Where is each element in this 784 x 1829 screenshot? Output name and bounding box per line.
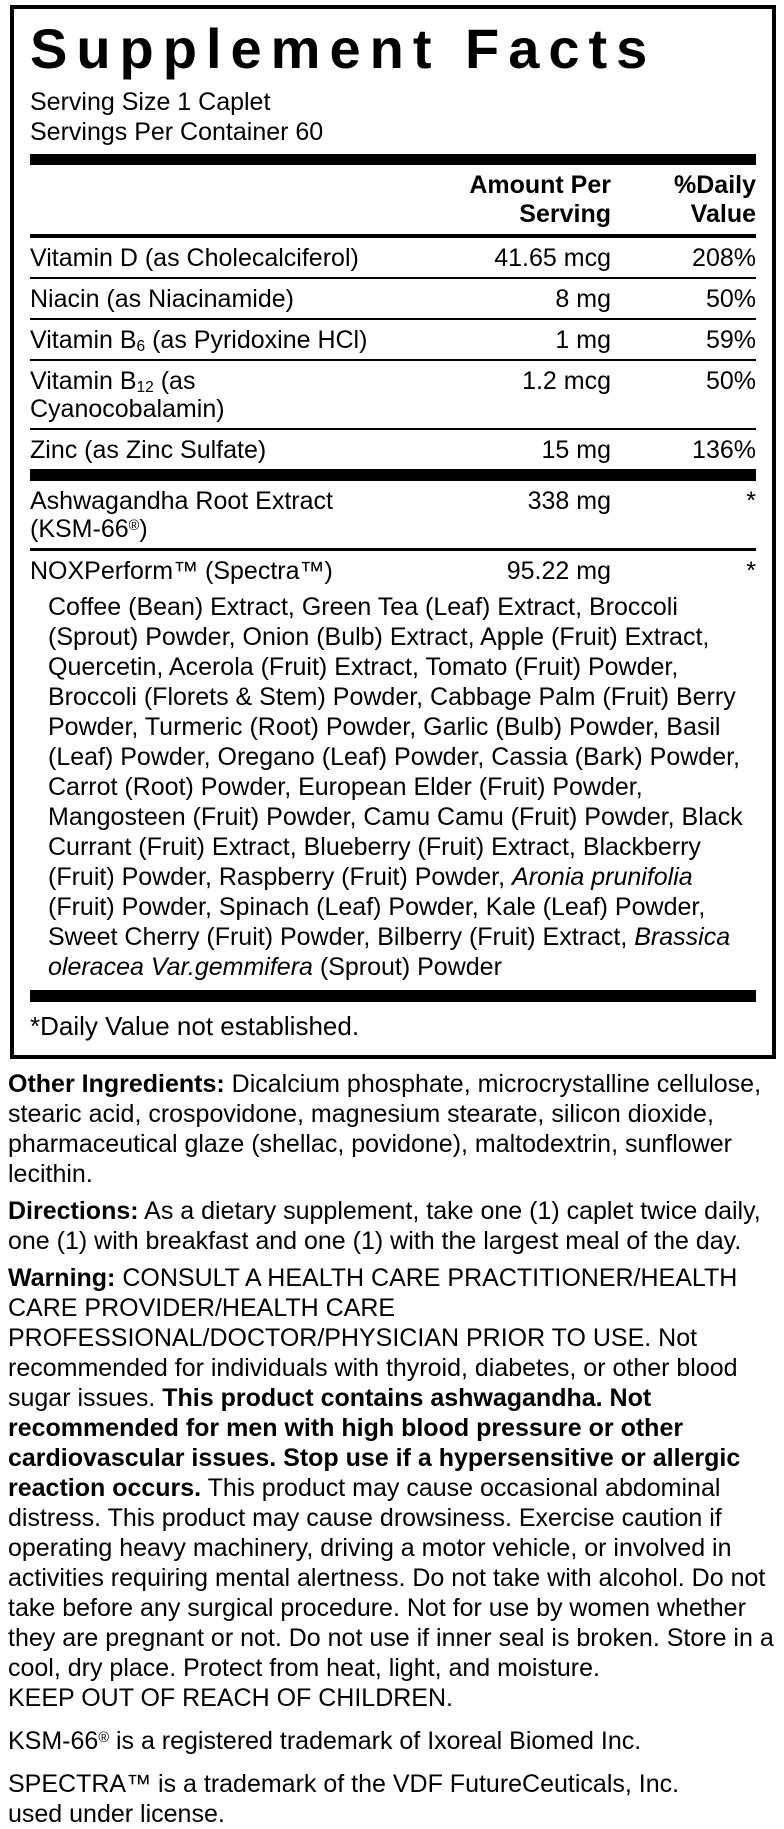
daily-value-footnote: *Daily Value not established.: [30, 1011, 360, 1041]
botanical-name: Ashwagandha Root Extract (KSM-66®): [30, 487, 333, 543]
warning-paragraph: Warning: CONSULT A HEALTH CARE PRACTITIONER/HEALTH CARE PROVIDER/HEALTH CARE PROFESSIONAL/DOCTOR/PHYSICIAN PRIOR TO USE. Not recommended for individuals with thyroid, diabetes, or other blood sugar issues. This product contains ashwagandha. Not recommended for men with high blood pressure or other cardiovascular issues. Stop use if a hypersensitive or allergic reaction occurs. This product may cause occasional abdominal distress. This product may cause drowsiness. Exercise caution if operating heavy machinery, driving a motor vehicle, or involved in activities requiring mental alertness. Do not take with alcohol. Do not take before any surgical procedure. Not for use by women whether they are pregnant or not. Do not use if inner seal is broken. Store in a cool, dry place. Protect from heat, light, and moisture. KEEP OUT OF REACH OF CHILDREN.: [8, 1264, 774, 1712]
nutrient-amount: 1 mg: [555, 326, 611, 354]
nutrient-amount: 41.65 mcg: [494, 244, 611, 272]
other-ingredients-paragraph: Other Ingredients: Dicalcium phosphate, microcrystalline cellulose, stearic acid, crospovidone, magnesium stearate, silicon dioxide, pharmaceutical glaze (shellac, povidone), maltodextrin, sunflower lecithin.: [8, 1070, 762, 1188]
spectra-trademark-note: SPECTRA™ is a trademark of the VDF FutureCeuticals, Inc. used under license.: [8, 1770, 680, 1828]
nutrient-amount: 15 mg: [541, 436, 611, 464]
nutrient-row-vitamin-d: [30, 238, 756, 279]
nutrient-dv: 59%: [705, 326, 756, 354]
nutrient-row-niacin: [30, 279, 756, 320]
warning-label: Warning:: [8, 1264, 116, 1292]
header-amount-per-serving: Amount Per Serving: [469, 171, 611, 228]
warning-bold-statement: This product contains ashwagandha. Not recommended for men with high blood pressure or other cardiovascular issues. Stop use if a hypersensitive or allergic reaction occurs.: [8, 1384, 741, 1502]
nutrient-amount: 1.2 mcg: [522, 367, 611, 395]
blend-ingredient-list: Coffee (Bean) Extract, Green Tea (Leaf) Extract, Broccoli (Sprout) Powder, Onion (Bulb) Extract, Apple (Fruit) Extract, Quercetin, Acerola (Fruit) Extract, Tomato (Fruit) Powder, Broccoli (Florets & Stem) Powder, Cabbage Palm (Fruit) Berry Powder, Turmeric (Root) Powder, Garlic (Bulb) Powder, Basil (Leaf) Powder, Oregano (Leaf) Powder, Cassia (Bark) Powder, Carrot (Root) Powder, European Elder (Fruit) Powder, Mangosteen (Fruit) Powder, Camu Camu (Fruit) Powder, Black Currant (Fruit) Extract, Blueberry (Fruit) Extract, Blackberry (Fruit) Powder, Raspberry (Fruit) Powder, Aronia prunifolia (Fruit) Powder, Spinach (Leaf) Powder, Kale (Leaf) Powder, Sweet Cherry (Fruit) Powder, Bilberry (Fruit) Extract, Brassica oleracea Var.gemmifera (Sprout) Powder: [48, 593, 743, 981]
latin-name-aronia: Aronia prunifolia: [512, 863, 693, 891]
divider-thick-top: [30, 154, 756, 165]
nutrient-row-vitamin-b12: [30, 361, 756, 430]
nutrient-name: Vitamin $B_{12}$ (as Cyanocobalamin): [30, 367, 225, 423]
botanical-name: NOXPerform™ (Spectra™): [30, 557, 333, 585]
botanical-row-noxperform: [30, 551, 756, 590]
other-ingredients-label: Other Ingredients:: [8, 1070, 225, 1098]
table-header-row: [30, 165, 756, 238]
directions-label: Directions:: [8, 1197, 139, 1225]
botanical-dv: *: [746, 487, 756, 515]
nutrient-name: Zinc (as Zinc Sulfate): [30, 436, 267, 464]
nutrient-amount: 8 mg: [555, 285, 611, 313]
botanical-amount: 95.22 mg: [506, 557, 611, 585]
divider-thick-bottom: [30, 990, 756, 1002]
divider-thick-middle: [30, 469, 756, 481]
directions-paragraph: Directions: As a dietary supplement, take one (1) caplet twice daily, one (1) with breakfast and one (1) with the largest meal of the day.: [8, 1197, 761, 1255]
botanical-dv: *: [746, 557, 756, 585]
nutrient-row-vitamin-b6: [30, 320, 756, 361]
ksm66-trademark-note: KSM-66® is a registered trademark of Ixoreal Biomed Inc.: [8, 1727, 642, 1755]
servings-per-container: Servings Per Container 60: [30, 118, 324, 146]
botanical-amount: 338 mg: [527, 487, 611, 515]
nutrient-name: Vitamin $B_6$ (as Pyridoxine HCl): [30, 326, 368, 355]
supplement-facts-panel: [10, 5, 776, 1059]
nutrient-dv: 50%: [705, 285, 756, 313]
latin-name-brassica: Brassica oleracea Var.gemmifera: [48, 923, 731, 981]
nutrition-table: [30, 165, 756, 1045]
nutrient-dv: 50%: [705, 367, 756, 395]
header-daily-value: %Daily Value: [674, 171, 756, 228]
nutrient-name: Vitamin D (as Cholecalciferol): [30, 244, 359, 272]
serving-size: Serving Size 1 Caplet: [30, 88, 271, 116]
label-fine-print: [8, 1069, 776, 1829]
nutrient-dv: 208%: [692, 244, 756, 272]
nutrient-row-zinc: [30, 430, 756, 469]
nutrient-name: Niacin (as Niacinamide): [30, 285, 294, 313]
keep-out-of-reach: KEEP OUT OF REACH OF CHILDREN.: [8, 1684, 453, 1712]
nutrient-dv: 136%: [692, 436, 756, 464]
botanical-row-ashwagandha: [30, 481, 756, 551]
panel-title: Supplement Facts: [30, 17, 657, 80]
